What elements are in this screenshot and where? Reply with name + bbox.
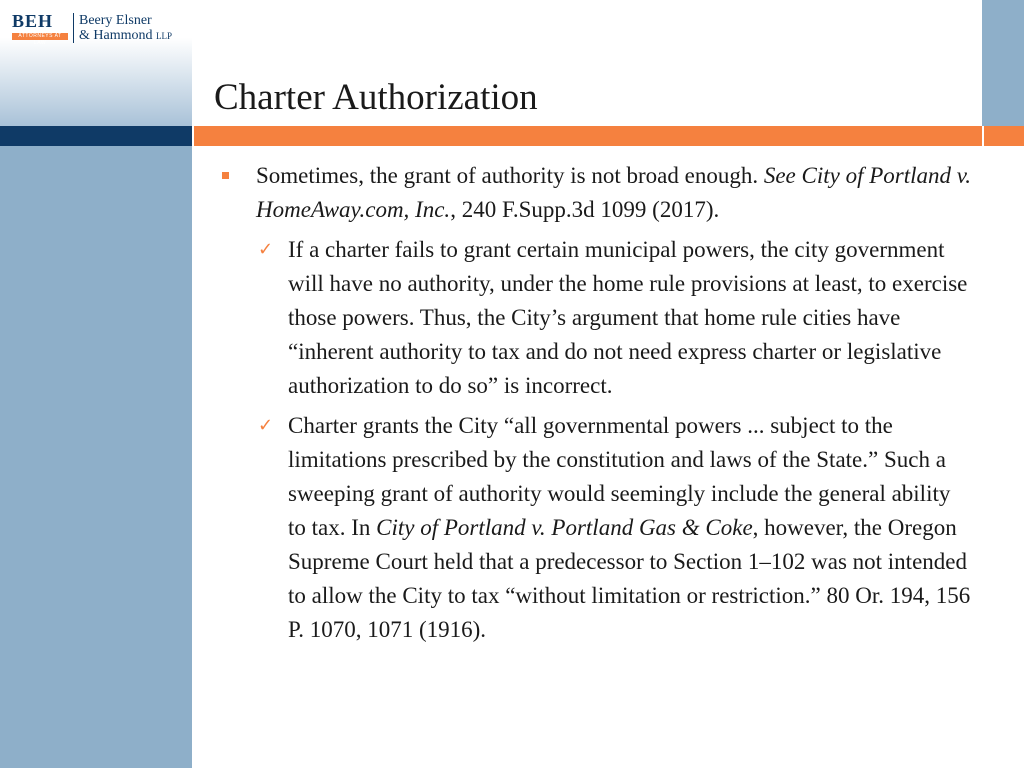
logo-mark — [12, 12, 68, 44]
logo-name-suffix: LLP — [156, 30, 173, 41]
navy-accent-bar — [0, 126, 192, 146]
left-side-panel — [0, 146, 192, 768]
logo-tagline: ATTORNEYS AT LAW — [12, 33, 68, 40]
logo-name-line2: & Hammond — [79, 27, 153, 43]
slide-content — [222, 159, 972, 653]
firm-logo — [12, 10, 172, 46]
orange-right-rule — [984, 126, 1024, 146]
orange-title-rule — [194, 126, 982, 146]
slide-title: Charter Authorization — [214, 77, 538, 118]
square-bullet-icon — [222, 172, 229, 179]
logo-divider — [73, 13, 74, 43]
bullet1-citation: See City of Portland v. HomeAway.com, Inc. — [256, 163, 972, 222]
sub-bullet-item — [222, 409, 972, 647]
sub-bullet-item — [222, 233, 972, 403]
logo-name-line1: Beery Elsner — [79, 12, 152, 28]
checkmark-icon: ✓ — [258, 239, 274, 260]
checkmark-icon: ✓ — [258, 415, 274, 436]
bullet1-text-a: Sometimes, the grant of authority is not broad enough. — [256, 163, 764, 188]
logo-firm-name — [79, 13, 172, 44]
logo-letters: BEH — [12, 11, 54, 31]
right-header-block — [982, 0, 1024, 126]
sub2-text-a: Charter grants the City “all governmental powers ... subject to the limitations prescribed by the constitution and laws of the State.” Such a sweeping grant of authority would seemingly include the general ability to tax. In — [288, 413, 951, 540]
sub1-text: If a charter fails to grant certain municipal powers, the city government will have no authority, under the home rule provisions at least, to exercise those powers. Thus, the City’s argument that home rule cities have “inherent authority to tax and do not need express charter or legislative authorization to do so” is incorrect. — [288, 237, 968, 398]
bullet-item — [222, 159, 972, 227]
bullet1-text-b: , 240 F.Supp.3d 1099 (2017). — [450, 197, 720, 222]
sub2-citation: City of Portland v. Portland Gas & Coke — [376, 515, 753, 540]
sub2-text-b: , however, the Oregon Supreme Court held that a predecessor to Section 1–102 was not intended to allow the City to tax “without limitation or restriction.” 80 Or. 194, 156 P. 1070, 1071 (1916). — [288, 515, 971, 642]
